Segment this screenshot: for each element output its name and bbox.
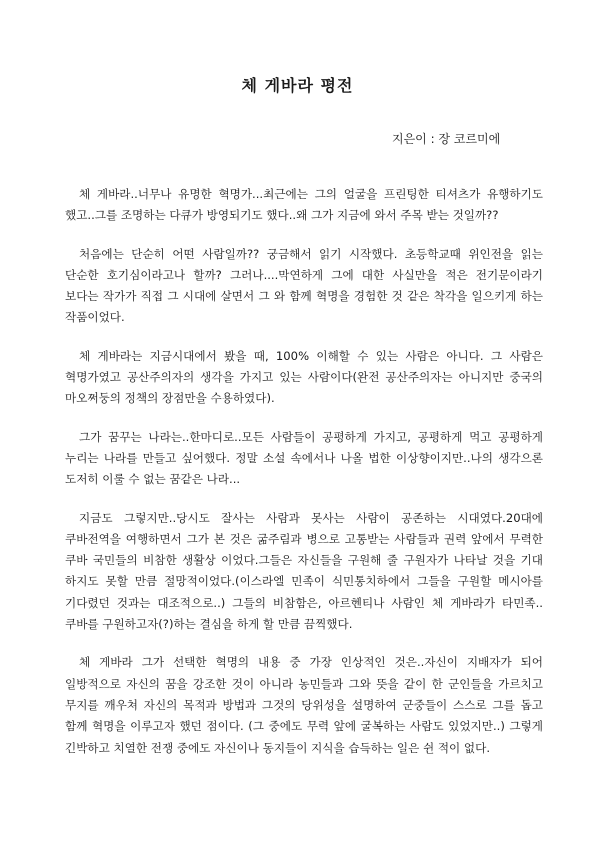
paragraph: 체 게바라 그가 선택한 혁명의 내용 중 가장 인상적인 것은..자신이 지배자가 되어 일방적으로 자신의 꿈을 강조한 것이 아니라 농민들과 그와 뜻을 같이 한 군인들을 가르치고 무지를 깨우쳐 자신의 목적과 방법과 그것의 당위성을 설명하여 군중들이 스스로 그를 돕고 함께 혁명을 이루고자 했던 점이다. (그 중에도 무력 앞에 굴복하는 사람도 있었지만..) 그렇게 긴박하고 치열한 전쟁 중에도 자신이나 동지들이 지식을 습득하는 일은 쉰 적이 없다.: [65, 655, 543, 755]
document-title: 체 게바라 평전: [241, 76, 354, 95]
paragraph: 체 게바라는 지금시대에서 봤을 때, 100% 이해할 수 있는 사람은 아니다. 그 사람은 혁명가였고 공산주의자의 생각을 가지고 있는 사람이다(완전 공산주의자는 아니지만 중국의 마오쩌둥의 정책의 장점만을 수용하였다).: [65, 348, 543, 406]
paragraph: 처음에는 단순히 어떤 사람일까?? 궁금해서 읽기 시작했다. 초등학교때 위인전을 읽는 단순한 호기심이라고나 할까? 그러나....막연하게 그에 대한 사실만을 적은 전기문이라기 보다는 작가가 직접 그 시대에 살면서 그 와 함께 혁명을 경험한 것 같은 착각을 일으키게 하는 작품이었다.: [65, 246, 543, 325]
paragraph: 체 게바라..너무나 유명한 혁명가...최근에는 그의 얼굴을 프린팅한 티셔츠가 유행하기도 했고..그를 조명하는 다큐가 방영되기도 했다..왜 그가 지금에 와서 주목 받는 것일까??: [65, 187, 543, 223]
document-body: [65, 184, 543, 776]
paragraph: 지금도 그렇지만..당시도 잘사는 사람과 못사는 사람이 공존하는 시대였다.20대에 쿠바전역을 여행하면서 그가 본 것은 굶주림과 병으로 고통받는 사람들과 권력 앞에서 무력한 쿠바 국민들의 비참한 생활상 이었다.그들은 자신들을 구원해 줄 구원자가 나타날 것을 기대 하지도 못할 만큼 절망적이었다.(이스라엘 민족이 식민통치하에서 그들을 구원할 메시아를 기다렸던 것과는 대조적으로..) 그들의 비참함은, 아르헨티나 사람인 체 게바라가 타민족..쿠바를 구원하고자(?)하는 결심을 하게 할 만큼 끔찍했다.: [65, 510, 543, 632]
paragraph: 그가 꿈꾸는 나라는..한마디로..모든 사람들이 공평하게 가지고, 공평하게 먹고 공평하게 누리는 나라를 만들고 싶어했다. 정말 소설 속에서나 나올 법한 이상향이지만..나의 생각으론 도저히 이룰 수 없는 꿈같은 나라...: [65, 429, 543, 487]
author-line: 지은이 : 장 코르미에: [392, 132, 501, 146]
